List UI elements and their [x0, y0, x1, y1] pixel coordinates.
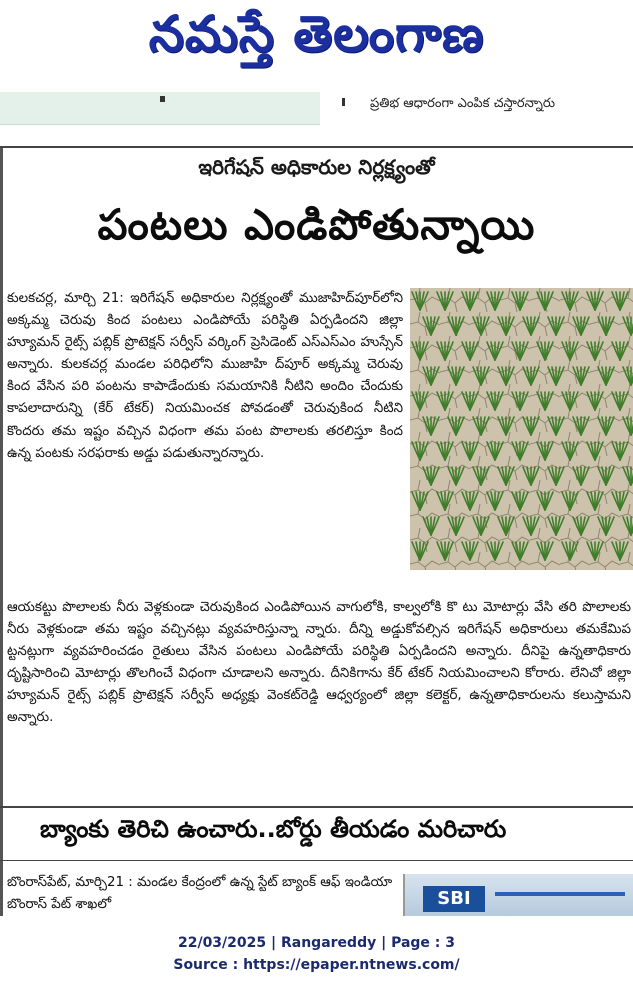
sbi-logo: SBI [423, 886, 485, 912]
second-article-headline: బ్యాంకు తెరిచి ఉంచారు..బోర్డు తీయడం మరిచారు [40, 815, 507, 843]
strip-box [0, 92, 320, 125]
strip-text: ప్రతిభ ఆధారంగా ఎంపిక చస్తారన్నారు [370, 96, 556, 111]
article-paragraph-2: ఆయకట్టు పొలాలకు నీరు వెళ్లకుండా చెరువుకింద ఎండిపోయిన వాగులోకి, కాల్వలోకి కొ టు మోటార్లు వేసి తరి పొలాలకు నీరు వెళ్లకుండా తమ ఇష్టం వచ్చినట్లు వ్యవహరిస్తున్నా న్నారు. దీన్ని అడ్డుకోవల్సిన ఇరిగేషన్ అధికారులు తమకేమిప ట్టనట్లుగా వ్యవహరించడం రైతులు వేసిన పంటలు ఎండిపోయే పరిస్థితి ఏర్పడిందని అన్నారు. దీనిపై ఉన్నతాధికారు దృష్టిసారించి మోటార్లు తొలగించే విధంగా చూడాలని అన్నారు. దీనికిగాను కేర్ టేకర్ నియమించాలని కోరారు. లేనిచో జిల్లా హ్యూమన్ రైట్స్ పబ్లిక్ ప్రొటెక్షన్ సర్వీస్ అధ్యక్షు వెంకట్‌రెడ్డి ఆధ్వర్యంలో జిల్లా కలెక్టర్, ఉన్నతాధికారులను కలుస్తామని అన్నారు. [7, 600, 631, 726]
sbi-branch-photo [403, 874, 633, 916]
second-divider [0, 860, 633, 861]
masthead [0, 0, 633, 80]
second-article-paragraph: బొంరాస్‌పేట్, మార్చి21 : మండల కేంద్రంలో ఉన్న స్టేట్ బ్యాంక్ ఆఫ్ ఇండియా బొంరాస్ పేట్ శాఖలో [7, 875, 393, 912]
article-kicker: ఇరిగేషన్ అధికారుల నిర్లక్ష్యంతో [198, 155, 435, 179]
newspaper-logo: నమస్తే తెలంగాణ [148, 4, 485, 63]
middle-divider [0, 806, 633, 808]
previous-article-strip [0, 92, 633, 128]
dry-paddy-field-photo [410, 288, 633, 570]
article-paragraph-1: కులకచర్ల, మార్చి 21: ఇరిగేషన్ అధికారుల నిర్లక్ష్యంతో ముజాహిద్‌పూర్‌లోని అక్కమ్మ చెరువు కింద పంటలు ఎండిపోయే పరిస్థితి ఏర్పడిందని జిల్లా హ్యూమన్ రైట్స్ పబ్లిక్ ప్రొటెక్షన్ సర్వీస్ వర్కింగ్ ప్రెసిడెంట్ ఎస్ఎస్ఎం హుస్సేన్ అన్నారు. కులకచర్ల మండల పరిధిలోని ముజాహి ద్‌పూర్ అక్కమ్మ చెరువు కింద వేసిన పరి పంటను కాపాడేందుకు సమయానికి నీటిని అందిం చేందుకు కాపలాదారున్ని (కేర్ టేకర్) నియమించక పోవడంతో చెరువుకింద నీటిని కొందరు తమ ఇష్టం వచ్చిన విధంగా తమ పంట పొలాలకు తరలిస్తూ కింద ఉన్న పంటకు సరఫరాకు అడ్డు పడుతున్నారన్నారు. [7, 291, 403, 461]
sbi-signboard [495, 892, 625, 896]
footer [0, 932, 633, 976]
paddy-field-illustration [410, 288, 633, 570]
strip-mark [160, 96, 165, 102]
article-headline: పంటలు ఎండిపోతున్నాయి [97, 200, 536, 249]
top-divider [0, 146, 633, 148]
left-border [0, 148, 3, 916]
footer-date-edition: 22/03/2025 | Rangareddy | Page : 3 [177, 935, 456, 951]
footer-source-link[interactable]: Source : https://epaper.ntnews.com/ [173, 957, 460, 973]
strip-divider [342, 98, 345, 106]
